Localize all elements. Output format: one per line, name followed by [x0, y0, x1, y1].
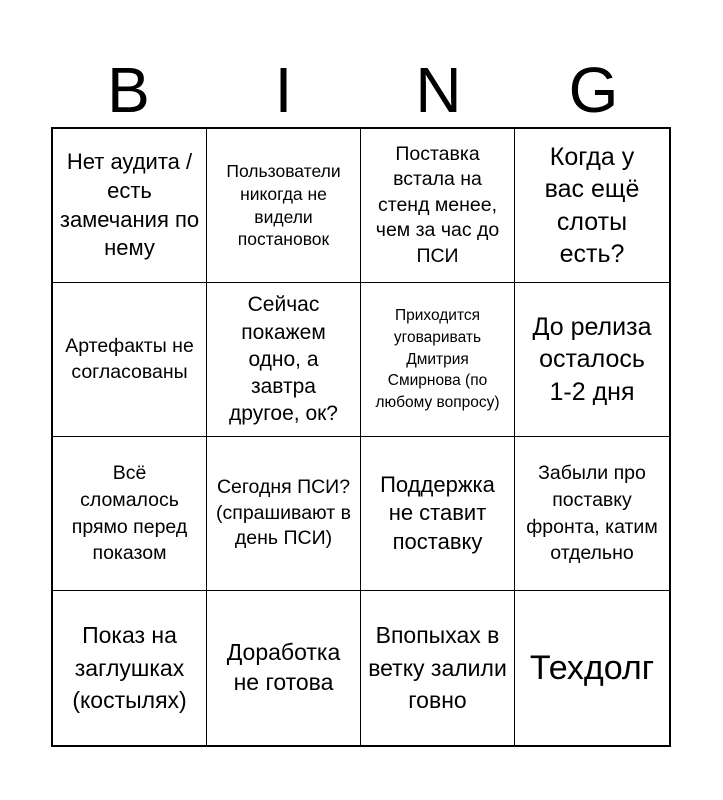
cell-text: Сейчас покажем одно, а завтра другое, ок? [229, 293, 338, 426]
bingo-cell-r3c1[interactable] [53, 437, 207, 591]
bingo-cell-r3c3[interactable] [361, 437, 515, 591]
bingo-cell-r1c2[interactable] [207, 129, 361, 283]
cell-text: До релиза осталось 1-2 дня [532, 312, 652, 406]
bingo-cell-r2c1[interactable] [53, 283, 207, 437]
header-letter-n: N [415, 54, 462, 126]
bingo-cell-r2c3[interactable] [361, 283, 515, 437]
cell-text: Сегодня ПСИ? (спрашивают в день ПСИ) [216, 476, 351, 550]
bingo-cell-r3c4[interactable] [515, 437, 669, 591]
bingo-cell-r1c3[interactable] [361, 129, 515, 283]
header-letter-b: B [107, 54, 150, 126]
bingo-cell-r4c3[interactable] [361, 591, 515, 745]
cell-text: Поддержка не ставит поставку [380, 471, 495, 554]
cell-text: Техдолг [529, 648, 655, 687]
cell-text: Всё сломалось прямо перед показом [71, 462, 188, 565]
cell-text: Артефакты не согласованы [65, 335, 194, 383]
bingo-cell-r4c1[interactable] [53, 591, 207, 745]
bingo-cell-r4c2[interactable] [207, 591, 361, 745]
header-letter-g: G [568, 54, 619, 126]
cell-text: Показ на заглушках (костылях) [72, 622, 187, 714]
cell-text: Поставка встала на стенд менее, чем за час до ПСИ [375, 143, 500, 267]
cell-text: Приходится уговаривать Дмитрия Смирнова (по любому вопросу) [375, 307, 500, 412]
header-letter-i: I [274, 54, 293, 126]
cell-text: Впопыхах в ветку залили говно [368, 622, 507, 714]
cell-text: Забыли про поставку фронта, катим отдельно [526, 462, 658, 565]
cell-text: Нет аудита / есть замечания по нему [59, 149, 200, 261]
bingo-header [51, 52, 671, 128]
cell-text: Пользователи никогда не видели постановок [226, 161, 341, 250]
bingo-cell-r2c2[interactable] [207, 283, 361, 437]
cell-text: Когда у вас ещё слоты есть? [544, 142, 640, 268]
bingo-cell-r2c4[interactable] [515, 283, 669, 437]
bingo-grid [51, 127, 671, 747]
bingo-cell-r4c4[interactable] [515, 591, 669, 745]
cell-text: Доработка не готова [226, 639, 341, 695]
bingo-cell-r1c1[interactable] [53, 129, 207, 283]
bingo-cell-r1c4[interactable] [515, 129, 669, 283]
bingo-cell-r3c2[interactable] [207, 437, 361, 591]
